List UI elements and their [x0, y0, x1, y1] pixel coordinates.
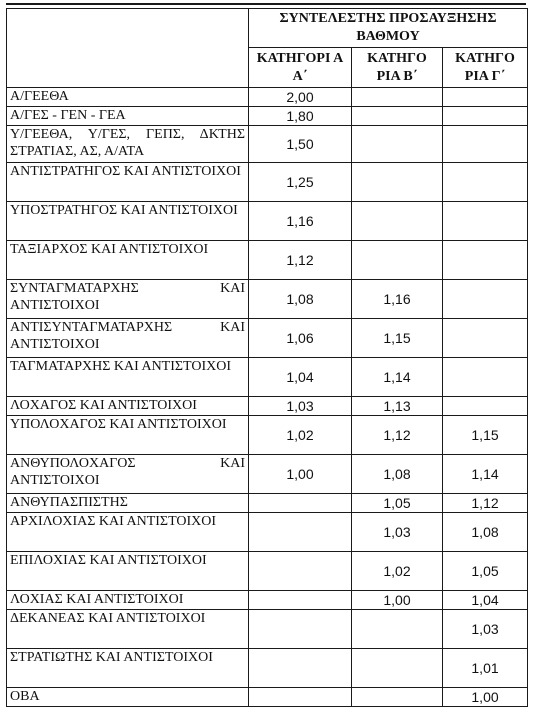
- category-b-value: 1,05: [352, 494, 443, 513]
- table-row: [7, 107, 528, 126]
- category-c-value: 1,01: [443, 649, 528, 688]
- rank-header-cell: [7, 9, 249, 88]
- table-row: [7, 455, 528, 494]
- category-a-value: [249, 513, 352, 552]
- rank-cell: ΣΥΝΤΑΓΜΑΤΑΡΧΗΣ ΚΑΙ ΑΝΤΙΣΤΟΙΧΟΙ: [7, 280, 249, 319]
- category-a-value: 1,02: [249, 416, 352, 455]
- category-b-value: [352, 610, 443, 649]
- rank-cell: ΑΝΘΥΠΟΛΟΧΑΓΟΣ ΚΑΙ ΑΝΤΙΣΤΟΙΧΟΙ: [7, 455, 249, 494]
- rank-cell: Α/ΓΕΣ - ΓΕΝ - ΓΕΑ: [7, 107, 249, 126]
- category-c-value: 1,04: [443, 591, 528, 610]
- table-row: [7, 126, 528, 163]
- category-c-value: [443, 280, 528, 319]
- category-b-value: 1,16: [352, 280, 443, 319]
- category-b-value: 1,13: [352, 397, 443, 416]
- rank-cell: ΥΠΟΛΟΧΑΓΟΣ ΚΑΙ ΑΝΤΙΣΤΟΙΧΟΙ: [7, 416, 249, 455]
- category-a-value: [249, 494, 352, 513]
- rank-cell: ΛΟΧΑΓΟΣ ΚΑΙ ΑΝΤΙΣΤΟΙΧΟΙ: [7, 397, 249, 416]
- category-a-value: [249, 591, 352, 610]
- category-c-value: 1,00: [443, 688, 528, 707]
- category-b-value: [352, 163, 443, 202]
- rank-cell: Α/ΓΕΕΘΑ: [7, 88, 249, 107]
- category-a-value: 1,08: [249, 280, 352, 319]
- rank-cell: ΣΤΡΑΤΙΩΤΗΣ ΚΑΙ ΑΝΤΙΣΤΟΙΧΟΙ: [7, 649, 249, 688]
- category-a-value: 1,04: [249, 358, 352, 397]
- category-c-value: [443, 163, 528, 202]
- category-b-header: ΚΑΤΗΓΟ ΡΙΑ Β΄: [352, 48, 443, 88]
- category-b-value: [352, 107, 443, 126]
- table-row: [7, 591, 528, 610]
- category-a-header: ΚΑΤΗΓΟΡΙ Α Α΄: [249, 48, 352, 88]
- rank-cell: ΔΕΚΑΝΕΑΣ ΚΑΙ ΑΝΤΙΣΤΟΙΧΟΙ: [7, 610, 249, 649]
- rank-cell: ΟΒΑ: [7, 688, 249, 707]
- category-b-value: 1,08: [352, 455, 443, 494]
- coefficient-group-header: ΣΥΝΤΕΛΕΣΤΗΣ ΠΡΟΣΑΥΞΗΣΗΣ ΒΑΘΜΟΥ: [249, 9, 528, 48]
- top-rule: [6, 3, 526, 5]
- rank-cell: ΕΠΙΛΟΧΙΑΣ ΚΑΙ ΑΝΤΙΣΤΟΙΧΟΙ: [7, 552, 249, 591]
- table-row: [7, 688, 528, 707]
- category-a-value: 1,03: [249, 397, 352, 416]
- category-a-value: 1,16: [249, 202, 352, 241]
- category-a-value: 1,80: [249, 107, 352, 126]
- category-c-value: 1,12: [443, 494, 528, 513]
- category-c-value: [443, 202, 528, 241]
- rank-cell: ΑΝΘΥΠΑΣΠΙΣΤΗΣ: [7, 494, 249, 513]
- category-b-value: 1,14: [352, 358, 443, 397]
- category-c-value: [443, 241, 528, 280]
- table-row: [7, 416, 528, 455]
- rank-cell: Υ/ΓΕΕΘΑ, Υ/ΓΕΣ, ΓΕΠΣ, ΔΚΤΗΣ ΣΤΡΑΤΙΑΣ, ΑΣ, Α/ΑΤΑ: [7, 126, 249, 163]
- category-c-header: ΚΑΤΗΓΟ ΡΙΑ Γ΄: [443, 48, 528, 88]
- table-row: [7, 358, 528, 397]
- category-b-value: [352, 649, 443, 688]
- category-b-value: [352, 126, 443, 163]
- category-c-value: 1,15: [443, 416, 528, 455]
- category-a-value: 1,50: [249, 126, 352, 163]
- category-a-value: 1,12: [249, 241, 352, 280]
- category-c-value: [443, 358, 528, 397]
- category-a-value: 1,06: [249, 319, 352, 358]
- category-a-value: [249, 688, 352, 707]
- table-row: [7, 513, 528, 552]
- table-row: [7, 494, 528, 513]
- rank-cell: ΥΠΟΣΤΡΑΤΗΓΟΣ ΚΑΙ ΑΝΤΙΣΤΟΙΧΟΙ: [7, 202, 249, 241]
- category-c-value: 1,08: [443, 513, 528, 552]
- table-body: [7, 88, 528, 707]
- category-c-value: [443, 107, 528, 126]
- category-a-value: 2,00: [249, 88, 352, 107]
- table-row: [7, 280, 528, 319]
- table-row: [7, 397, 528, 416]
- table-row: [7, 163, 528, 202]
- rank-cell: ΤΑΓΜΑΤΑΡΧΗΣ ΚΑΙ ΑΝΤΙΣΤΟΙΧΟΙ: [7, 358, 249, 397]
- rank-cell: ΑΡΧΙΛΟΧΙΑΣ ΚΑΙ ΑΝΤΙΣΤΟΙΧΟΙ: [7, 513, 249, 552]
- category-b-value: [352, 688, 443, 707]
- category-c-value: [443, 319, 528, 358]
- rank-cell: ΑΝΤΙΣΤΡΑΤΗΓΟΣ ΚΑΙ ΑΝΤΙΣΤΟΙΧΟΙ: [7, 163, 249, 202]
- rank-cell: ΑΝΤΙΣΥΝΤΑΓΜΑΤΑΡΧΗΣ ΚΑΙ ΑΝΤΙΣΤΟΙΧΟΙ: [7, 319, 249, 358]
- category-b-value: 1,03: [352, 513, 443, 552]
- category-c-value: 1,05: [443, 552, 528, 591]
- category-b-value: 1,02: [352, 552, 443, 591]
- category-a-value: [249, 649, 352, 688]
- rank-coefficient-table: [6, 8, 528, 707]
- category-c-value: [443, 88, 528, 107]
- table-row: [7, 241, 528, 280]
- category-b-value: [352, 241, 443, 280]
- table-row: [7, 88, 528, 107]
- category-a-value: 1,25: [249, 163, 352, 202]
- table-row: [7, 202, 528, 241]
- category-a-value: [249, 552, 352, 591]
- category-c-value: [443, 397, 528, 416]
- category-c-value: 1,14: [443, 455, 528, 494]
- rank-cell: ΛΟΧΙΑΣ ΚΑΙ ΑΝΤΙΣΤΟΙΧΟΙ: [7, 591, 249, 610]
- category-b-value: [352, 202, 443, 241]
- category-b-value: [352, 88, 443, 107]
- category-c-value: [443, 126, 528, 163]
- category-a-value: 1,00: [249, 455, 352, 494]
- table-row: [7, 552, 528, 591]
- category-c-value: 1,03: [443, 610, 528, 649]
- category-b-value: 1,00: [352, 591, 443, 610]
- category-b-value: 1,15: [352, 319, 443, 358]
- table-row: [7, 610, 528, 649]
- category-b-value: 1,12: [352, 416, 443, 455]
- rank-cell: ΤΑΞΙΑΡΧΟΣ ΚΑΙ ΑΝΤΙΣΤΟΙΧΟΙ: [7, 241, 249, 280]
- table-row: [7, 649, 528, 688]
- table-row: [7, 319, 528, 358]
- category-a-value: [249, 610, 352, 649]
